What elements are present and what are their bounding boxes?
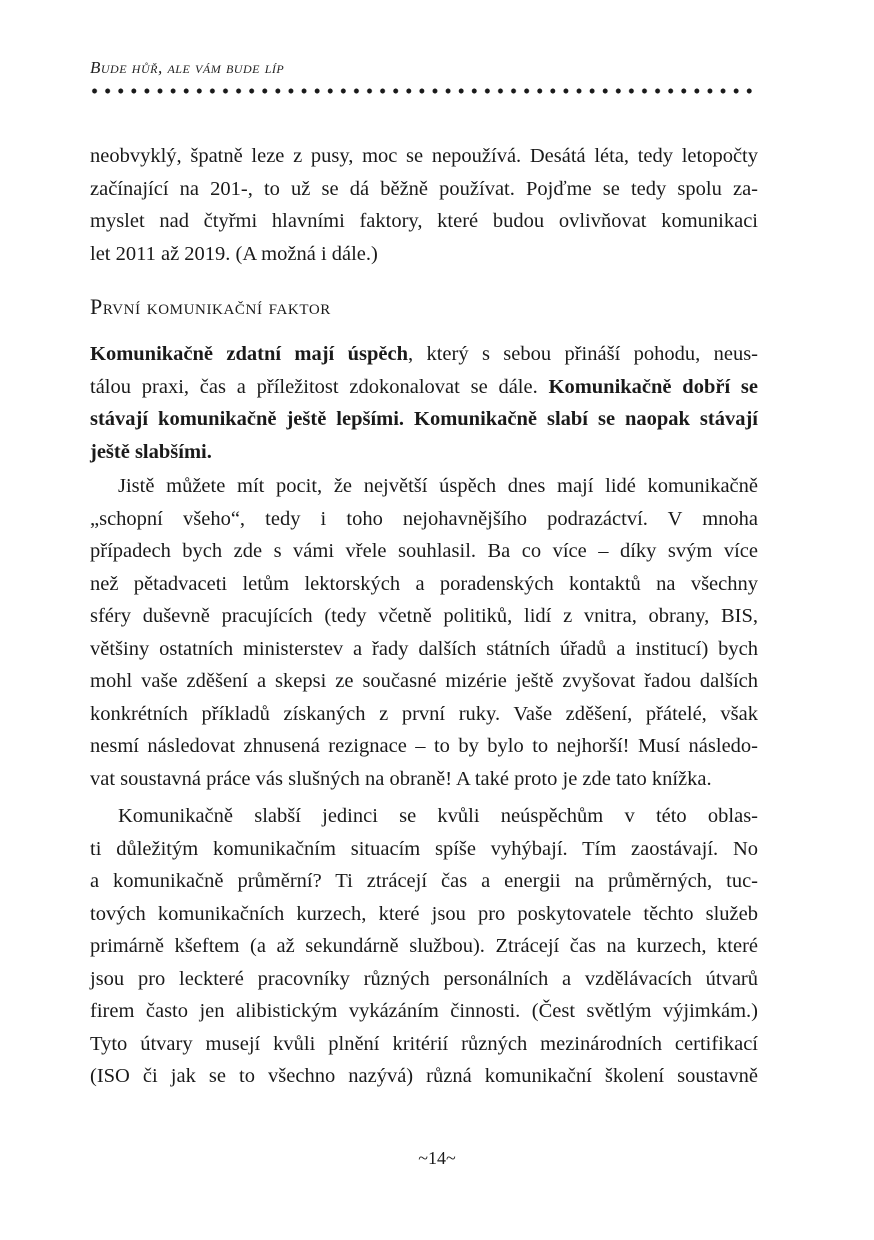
text-line: [90, 338, 758, 371]
text-line: nesmí následovat zhnusená rezignace – to by bylo to nejhorší! Musí následo-: [90, 735, 758, 757]
bold-text: stávají komunikačně ještě lepšími. Komunikačně slabí se naopak stávají: [90, 408, 758, 430]
text-line: myslet nad čtyřmi hlavními faktory, které budou ovlivňovat komunikaci: [90, 210, 758, 232]
text-line: konkrétních příkladů získaných z první ruky. Vaše zděšení, přátelé, však: [90, 702, 758, 725]
text-line: primárně kšeftem (a až sekundárně službou). Ztrácejí čas na kurzech, které: [90, 935, 758, 957]
inline-text: , který s sebou přináší pohodu, neus-: [408, 343, 759, 365]
text-line: případech bych zde s vámi vřele souhlasil. Ba co více – díky svým více: [90, 540, 758, 562]
text-line: mohl vaše zděšení a skepsi ze současné mizérie ještě zvyšovat řadou dalších: [90, 670, 758, 692]
text-line: sféry duševně pracujících (tedy včetně politiků, lidí z vnitra, obrany, BIS,: [90, 605, 758, 627]
inline-text: tálou praxi, čas a příležitost zdokonalovat se dále.: [90, 375, 549, 398]
body-paragraph: [90, 800, 758, 1093]
text-line: většiny ostatních ministerstev a řady dalších státních úřadů a institucí) bych: [90, 637, 758, 660]
page-number: ~14~: [418, 1148, 456, 1168]
dotted-rule: [88, 86, 756, 96]
text-line: „schopní všeho“, tedy i toho nejohavnějšího podrazáctví. V mnoha: [90, 507, 758, 530]
text-line: neobvyklý, špatně leze z pusy, moc se nepoužívá. Desátá léta, tedy letopočty: [90, 145, 758, 167]
text-line: (ISO či jak se to všechno nazývá) různá komunikační školení soustavně: [90, 1065, 758, 1087]
section-heading: První komunikační faktor: [90, 294, 331, 319]
text-line: [90, 436, 758, 469]
text-line: firem často jen alibistickým vykázáním činnosti. (Čest světlým výjimkám.): [90, 1000, 758, 1022]
text-line: tových komunikačních kurzech, které jsou pro poskytovatele těchto služeb: [90, 902, 758, 925]
bold-text: ještě slabšími.: [90, 440, 212, 463]
text-line: než pětadvaceti letům lektorských a poradenských kontaktů na všechny: [90, 572, 758, 595]
text-line: Jistě můžete mít pocit, že největší úspěch dnes mají lidé komunikačně: [118, 475, 758, 497]
text-line: začínající na 201-, to už se dá běžně používat. Pojďme se tedy spolu za-: [90, 177, 758, 200]
text-line: let 2011 až 2019. (A možná i dále.): [90, 242, 378, 265]
lead-paragraph: [90, 338, 758, 468]
text-line: a komunikačně průměrní? Ti ztrácejí čas a energii na průměrných, tuc-: [90, 870, 758, 892]
text-line: Komunikačně slabší jedinci se kvůli neúspěchům v této oblas-: [118, 805, 758, 827]
text-line: [90, 371, 758, 404]
running-header: Bude hůř, ale vám bude líp: [90, 58, 285, 77]
text-line: vat soustavná práce vás slušných na obraně! A také proto je zde tato knížka.: [90, 767, 712, 790]
body-paragraph: [90, 470, 758, 795]
intro-paragraph: [90, 140, 758, 270]
text-line: [90, 403, 758, 436]
bold-text: Komunikačně zdatní mají úspěch: [90, 343, 408, 365]
text-line: Tyto útvary musejí kvůli plnění kritérií různých mezinárodních certifikací: [90, 1032, 758, 1055]
text-line: jsou pro leckteré pracovníky různých personálních a vzdělávacích útvarů: [90, 967, 758, 990]
text-line: ti důležitým komunikačním situacím spíše vyhýbají. Tím zaostávají. No: [90, 837, 758, 860]
bold-text: Komunikačně dobří se: [548, 375, 758, 398]
